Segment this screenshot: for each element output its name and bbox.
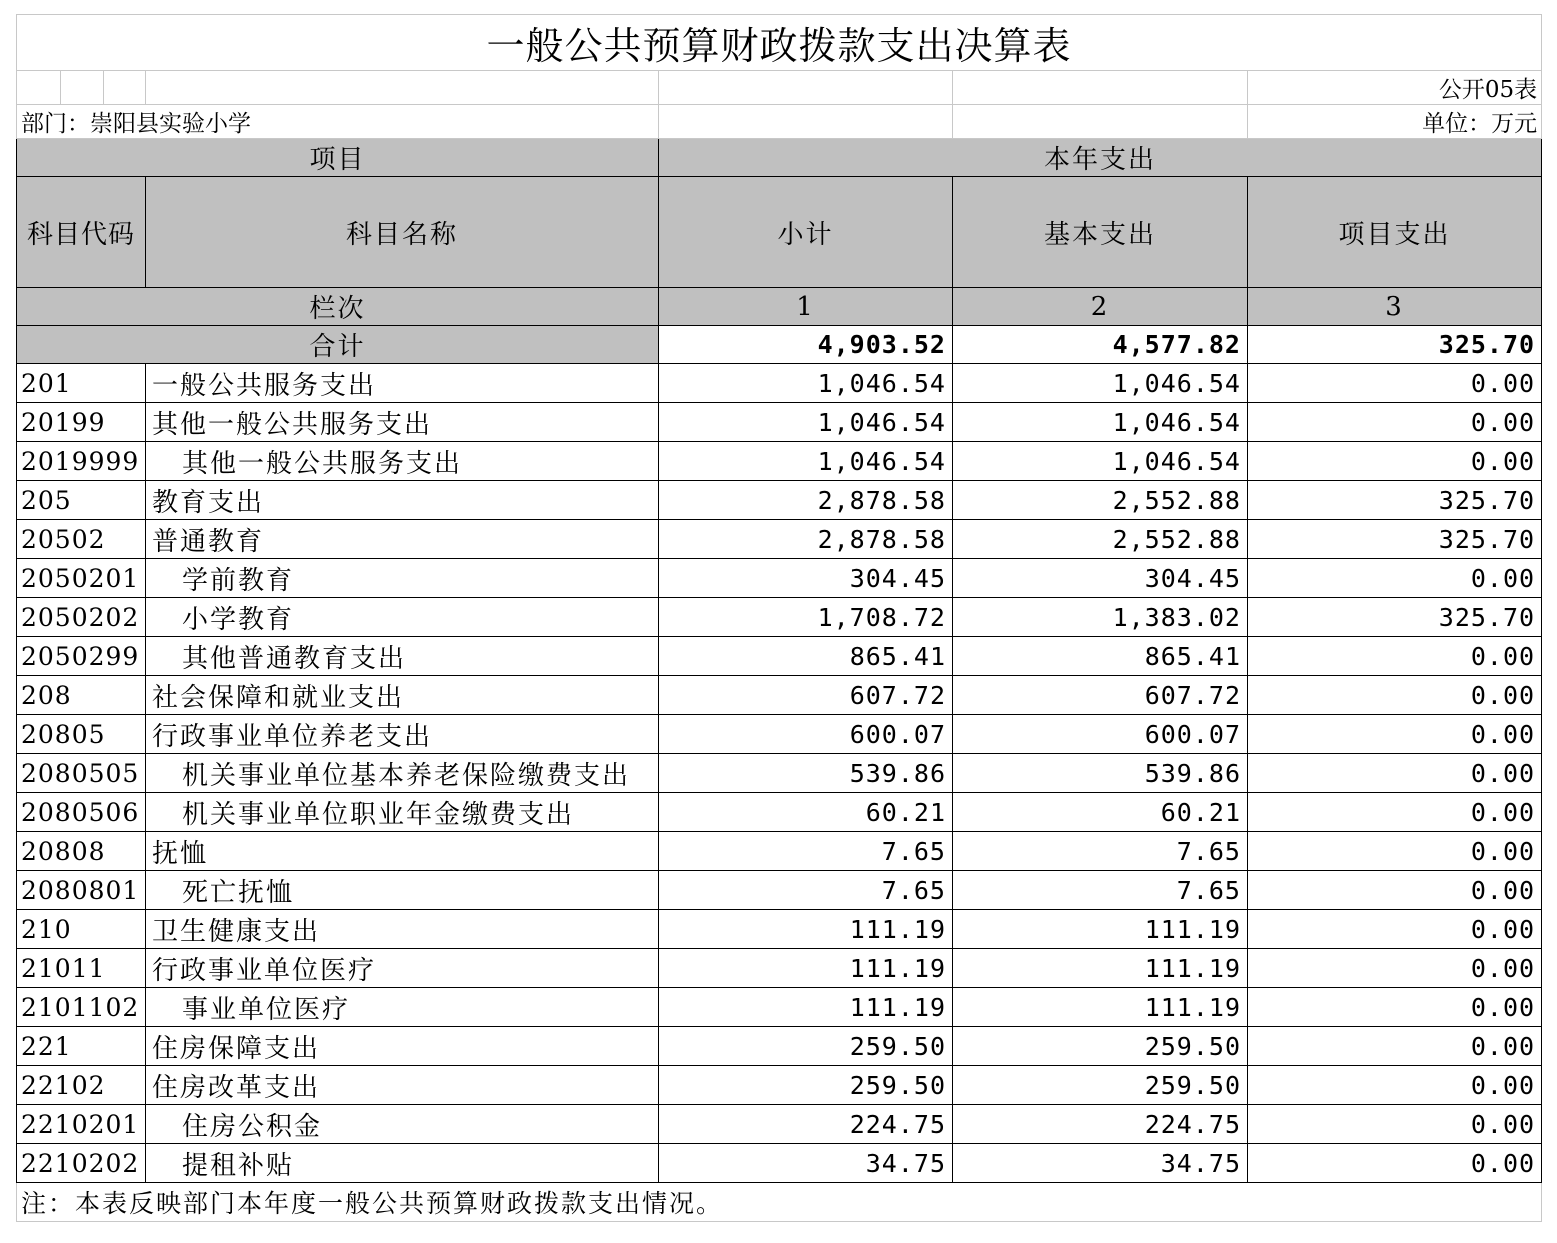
subject-code: 205 — [17, 481, 146, 520]
subject-code: 2050201 — [17, 559, 146, 598]
subject-code: 208 — [17, 676, 146, 715]
project-value: 0.00 — [1248, 754, 1542, 793]
project-value: 0.00 — [1248, 637, 1542, 676]
subject-code: 20199 — [17, 403, 146, 442]
subject-name: 一般公共服务支出 — [146, 364, 659, 403]
table-row — [17, 871, 1542, 910]
subject-code: 221 — [17, 1027, 146, 1066]
subject-name: 学前教育 — [146, 559, 659, 598]
subject-name: 住房保障支出 — [146, 1027, 659, 1066]
subject-name: 卫生健康支出 — [146, 910, 659, 949]
subtotal-value: 111.19 — [659, 910, 953, 949]
total-label: 合计 — [17, 326, 659, 364]
subject-code: 210 — [17, 910, 146, 949]
subject-name: 事业单位医疗 — [146, 988, 659, 1027]
subject-code: 20805 — [17, 715, 146, 754]
basic-value: 304.45 — [953, 559, 1248, 598]
table-row — [17, 364, 1542, 403]
project-value: 0.00 — [1248, 1105, 1542, 1144]
table-row — [17, 1027, 1542, 1066]
subtotal-value: 865.41 — [659, 637, 953, 676]
department-label: 部门：崇阳县实验小学 — [17, 105, 659, 139]
total-project: 325.70 — [1248, 326, 1542, 364]
header-item: 项目 — [17, 139, 659, 177]
subtotal-value: 7.65 — [659, 871, 953, 910]
header-col3: 3 — [1248, 288, 1542, 326]
subject-name: 其他一般公共服务支出 — [146, 403, 659, 442]
basic-value: 111.19 — [953, 988, 1248, 1027]
unit-label: 单位：万元 — [1248, 105, 1542, 139]
total-subtotal: 4,903.52 — [659, 326, 953, 364]
total-basic: 4,577.82 — [953, 326, 1248, 364]
header-project: 项目支出 — [1248, 177, 1542, 288]
project-value: 0.00 — [1248, 559, 1542, 598]
project-value: 325.70 — [1248, 598, 1542, 637]
subject-code: 20808 — [17, 832, 146, 871]
subtotal-value: 1,046.54 — [659, 442, 953, 481]
basic-value: 7.65 — [953, 871, 1248, 910]
basic-value: 865.41 — [953, 637, 1248, 676]
header-col2: 2 — [953, 288, 1248, 326]
subtotal-value: 34.75 — [659, 1144, 953, 1183]
basic-value: 600.07 — [953, 715, 1248, 754]
subtotal-value: 304.45 — [659, 559, 953, 598]
subtotal-value: 539.86 — [659, 754, 953, 793]
basic-value: 1,046.54 — [953, 403, 1248, 442]
table-row — [17, 442, 1542, 481]
project-value: 0.00 — [1248, 871, 1542, 910]
spreadsheet — [16, 14, 1541, 1222]
budget-table — [16, 14, 1542, 1222]
project-value: 0.00 — [1248, 1144, 1542, 1183]
subject-code: 2080801 — [17, 871, 146, 910]
table-row — [17, 949, 1542, 988]
subject-code: 2210201 — [17, 1105, 146, 1144]
subject-name: 教育支出 — [146, 481, 659, 520]
subtotal-value: 224.75 — [659, 1105, 953, 1144]
basic-value: 111.19 — [953, 910, 1248, 949]
header-col1: 1 — [659, 288, 953, 326]
basic-value: 259.50 — [953, 1066, 1248, 1105]
project-value: 0.00 — [1248, 910, 1542, 949]
project-value: 0.00 — [1248, 715, 1542, 754]
project-value: 0.00 — [1248, 832, 1542, 871]
subtotal-value: 60.21 — [659, 793, 953, 832]
basic-value: 539.86 — [953, 754, 1248, 793]
project-value: 325.70 — [1248, 481, 1542, 520]
subject-name: 提租补贴 — [146, 1144, 659, 1183]
subtotal-value: 2,878.58 — [659, 520, 953, 559]
basic-value: 60.21 — [953, 793, 1248, 832]
header-column-no: 栏次 — [17, 288, 659, 326]
subject-name: 普通教育 — [146, 520, 659, 559]
subject-name: 其他一般公共服务支出 — [146, 442, 659, 481]
basic-value: 7.65 — [953, 832, 1248, 871]
table-row — [17, 793, 1542, 832]
table-row — [17, 1144, 1542, 1183]
subject-name: 其他普通教育支出 — [146, 637, 659, 676]
table-row — [17, 520, 1542, 559]
subtotal-value: 7.65 — [659, 832, 953, 871]
table-row — [17, 988, 1542, 1027]
project-value: 0.00 — [1248, 364, 1542, 403]
header-basic: 基本支出 — [953, 177, 1248, 288]
subject-name: 住房改革支出 — [146, 1066, 659, 1105]
subject-name: 行政事业单位养老支出 — [146, 715, 659, 754]
subject-name: 机关事业单位基本养老保险缴费支出 — [146, 754, 659, 793]
subject-name: 死亡抚恤 — [146, 871, 659, 910]
project-value: 0.00 — [1248, 949, 1542, 988]
subject-code: 22102 — [17, 1066, 146, 1105]
subject-code: 2050202 — [17, 598, 146, 637]
basic-value: 259.50 — [953, 1027, 1248, 1066]
subject-code: 2080505 — [17, 754, 146, 793]
project-value: 0.00 — [1248, 1027, 1542, 1066]
basic-value: 1,046.54 — [953, 364, 1248, 403]
project-value: 0.00 — [1248, 676, 1542, 715]
basic-value: 111.19 — [953, 949, 1248, 988]
subtotal-value: 259.50 — [659, 1066, 953, 1105]
table-row — [17, 637, 1542, 676]
table-row — [17, 481, 1542, 520]
subject-name: 住房公积金 — [146, 1105, 659, 1144]
table-title: 一般公共预算财政拨款支出决算表 — [17, 15, 1542, 71]
subtotal-value: 607.72 — [659, 676, 953, 715]
project-value: 0.00 — [1248, 403, 1542, 442]
table-row — [17, 832, 1542, 871]
subject-code: 2050299 — [17, 637, 146, 676]
subject-name: 小学教育 — [146, 598, 659, 637]
subject-code: 20502 — [17, 520, 146, 559]
table-row — [17, 403, 1542, 442]
basic-value: 2,552.88 — [953, 481, 1248, 520]
table-row — [17, 1105, 1542, 1144]
project-value: 325.70 — [1248, 520, 1542, 559]
subtotal-value: 2,878.58 — [659, 481, 953, 520]
subject-code: 2210202 — [17, 1144, 146, 1183]
basic-value: 2,552.88 — [953, 520, 1248, 559]
table-row — [17, 559, 1542, 598]
table-row — [17, 715, 1542, 754]
table-row — [17, 1066, 1542, 1105]
subtotal-value: 111.19 — [659, 988, 953, 1027]
table-row — [17, 910, 1542, 949]
header-current-year: 本年支出 — [659, 139, 1542, 177]
table-note: 注：本表反映部门本年度一般公共预算财政拨款支出情况。 — [17, 1183, 1542, 1222]
subject-name: 社会保障和就业支出 — [146, 676, 659, 715]
subject-name: 抚恤 — [146, 832, 659, 871]
subject-name: 机关事业单位职业年金缴费支出 — [146, 793, 659, 832]
basic-value: 1,046.54 — [953, 442, 1248, 481]
basic-value: 224.75 — [953, 1105, 1248, 1144]
project-value: 0.00 — [1248, 988, 1542, 1027]
table-row — [17, 676, 1542, 715]
form-number: 公开05表 — [1248, 71, 1542, 105]
subject-name: 行政事业单位医疗 — [146, 949, 659, 988]
basic-value: 607.72 — [953, 676, 1248, 715]
subtotal-value: 111.19 — [659, 949, 953, 988]
table-row — [17, 754, 1542, 793]
header-name: 科目名称 — [146, 177, 659, 288]
header-subtotal: 小计 — [659, 177, 953, 288]
subject-code: 2019999 — [17, 442, 146, 481]
basic-value: 1,383.02 — [953, 598, 1248, 637]
subject-code: 2101102 — [17, 988, 146, 1027]
subtotal-value: 1,046.54 — [659, 403, 953, 442]
subject-code: 21011 — [17, 949, 146, 988]
header-code: 科目代码 — [17, 177, 146, 288]
project-value: 0.00 — [1248, 442, 1542, 481]
project-value: 0.00 — [1248, 1066, 1542, 1105]
subtotal-value: 1,708.72 — [659, 598, 953, 637]
table-row — [17, 598, 1542, 637]
subject-code: 201 — [17, 364, 146, 403]
basic-value: 34.75 — [953, 1144, 1248, 1183]
subtotal-value: 600.07 — [659, 715, 953, 754]
project-value: 0.00 — [1248, 793, 1542, 832]
subtotal-value: 1,046.54 — [659, 364, 953, 403]
subtotal-value: 259.50 — [659, 1027, 953, 1066]
subject-code: 2080506 — [17, 793, 146, 832]
